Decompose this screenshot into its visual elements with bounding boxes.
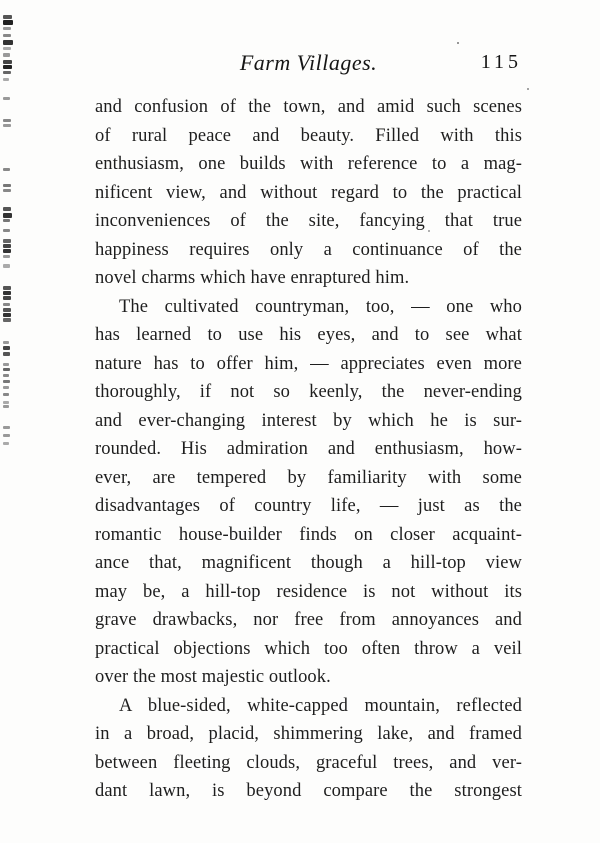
text-line: happiness requires only a continuance of the — [95, 239, 522, 260]
text-line: in a broad, placid, shimmering lake, and framed — [95, 724, 522, 744]
scan-artifact-mark — [3, 313, 11, 317]
scan-artifact-mark — [3, 374, 9, 377]
text-line: over the most majestic outlook. — [95, 667, 331, 687]
text-line: thoroughly, if not so keenly, the never-ending — [95, 382, 522, 402]
scan-artifact-mark — [3, 119, 11, 122]
scan-artifact-mark — [3, 184, 11, 187]
scan-artifact-mark — [3, 249, 11, 253]
text-line: grave drawbacks, nor free from annoyances and — [95, 610, 522, 630]
text-line: novel charms which have enraptured him. — [95, 268, 410, 288]
scan-artifact-mark — [3, 308, 11, 312]
scan-artifact-mark — [3, 264, 10, 268]
scan-artifact-mark — [3, 207, 11, 211]
scan-artifact-mark — [3, 286, 11, 290]
text-line: rounded. His admiration and enthusiasm, how- — [95, 439, 522, 459]
text-line: romantic house-builder finds on closer acquaint- — [95, 524, 522, 545]
scan-artifact-mark — [3, 368, 10, 371]
text-line: enthusiasm, one builds with reference to a mag- — [95, 154, 522, 174]
scan-artifact-mark — [3, 380, 10, 383]
scan-artifact-mark — [3, 78, 9, 81]
scan-artifact-mark — [3, 426, 10, 429]
paragraph — [95, 692, 522, 806]
text-line: and ever-changing interest by which he is sur- — [95, 410, 522, 431]
scan-artifact-mark — [3, 20, 13, 25]
scan-artifact-mark — [3, 434, 10, 437]
running-title: Farm Villages. — [239, 50, 378, 75]
scan-artifact-mark — [457, 42, 459, 44]
scan-artifact-mark — [3, 393, 9, 396]
scan-artifact-mark — [3, 341, 9, 344]
body-text — [95, 93, 522, 806]
scan-artifact-mark — [3, 97, 10, 100]
text-line: disadvantages of country life, — just as the — [95, 496, 522, 516]
text-line: dant lawn, is beyond compare the strongest — [95, 781, 522, 801]
scan-artifact-mark — [3, 352, 10, 356]
text-line: nature has to offer him, — appreciates even more — [95, 353, 522, 374]
text-line: inconveniences of the site, fancying that true — [95, 211, 522, 231]
scan-artifact-mark — [3, 71, 11, 74]
text-line: of rural peace and beauty. Filled with this — [95, 125, 522, 146]
scan-artifact-mark — [3, 318, 11, 322]
scan-artifact-mark — [3, 34, 11, 37]
scan-artifact-mark — [3, 65, 12, 69]
scan-artifact-mark — [3, 53, 10, 57]
paragraph — [95, 293, 522, 692]
scan-artifact-mark — [3, 386, 9, 389]
scan-artifact-mark — [3, 213, 12, 218]
text-line: ance that, magnificent though a hill-top view — [95, 553, 522, 573]
text-line: and confusion of the town, and amid such scenes — [95, 97, 522, 117]
page-number: 115 — [480, 51, 522, 73]
scan-artifact-mark — [3, 189, 11, 192]
text-line: The cultivated countryman, too, — one who — [119, 296, 522, 317]
scan-artifact-mark — [3, 47, 11, 50]
text-line: A blue-sided, white-capped mountain, reflected — [119, 695, 522, 716]
scan-artifact-mark — [3, 229, 10, 232]
scan-artifact-mark — [3, 60, 12, 64]
text-line: may be, a hill-top residence is not without its — [95, 581, 522, 602]
scan-artifact-mark — [3, 346, 10, 350]
scan-artifact-mark — [3, 291, 11, 295]
scan-artifact-mark — [3, 255, 10, 258]
scan-artifact-mark — [3, 27, 11, 30]
scan-artifact-mark — [3, 363, 9, 366]
scan-artifact-mark — [3, 239, 11, 243]
scan-artifact-mark — [3, 219, 10, 222]
scan-artifact-mark — [3, 401, 9, 404]
scan-artifact-mark — [3, 244, 11, 248]
scan-artifact-mark — [3, 442, 9, 445]
text-line: between fleeting clouds, graceful trees, and ver- — [95, 752, 522, 773]
scan-artifact-mark — [3, 124, 11, 127]
scan-artifact-mark — [3, 168, 10, 171]
page-header — [95, 50, 522, 84]
scan-artifact-mark — [3, 405, 9, 408]
scan-artifact-mark — [3, 15, 12, 19]
scan-artifact-mark — [3, 303, 10, 306]
text-line: has learned to use his eyes, and to see what — [95, 325, 522, 345]
text-line: ever, are tempered by familiarity with some — [95, 467, 522, 488]
text-line: nificent view, and without regard to the practical — [95, 182, 522, 203]
text-line: practical objections which too often throw a veil — [95, 638, 522, 659]
scan-artifact-mark — [527, 88, 529, 90]
scan-artifact-mark — [3, 40, 13, 45]
scan-artifact-mark — [3, 296, 11, 300]
paragraph — [95, 93, 522, 293]
